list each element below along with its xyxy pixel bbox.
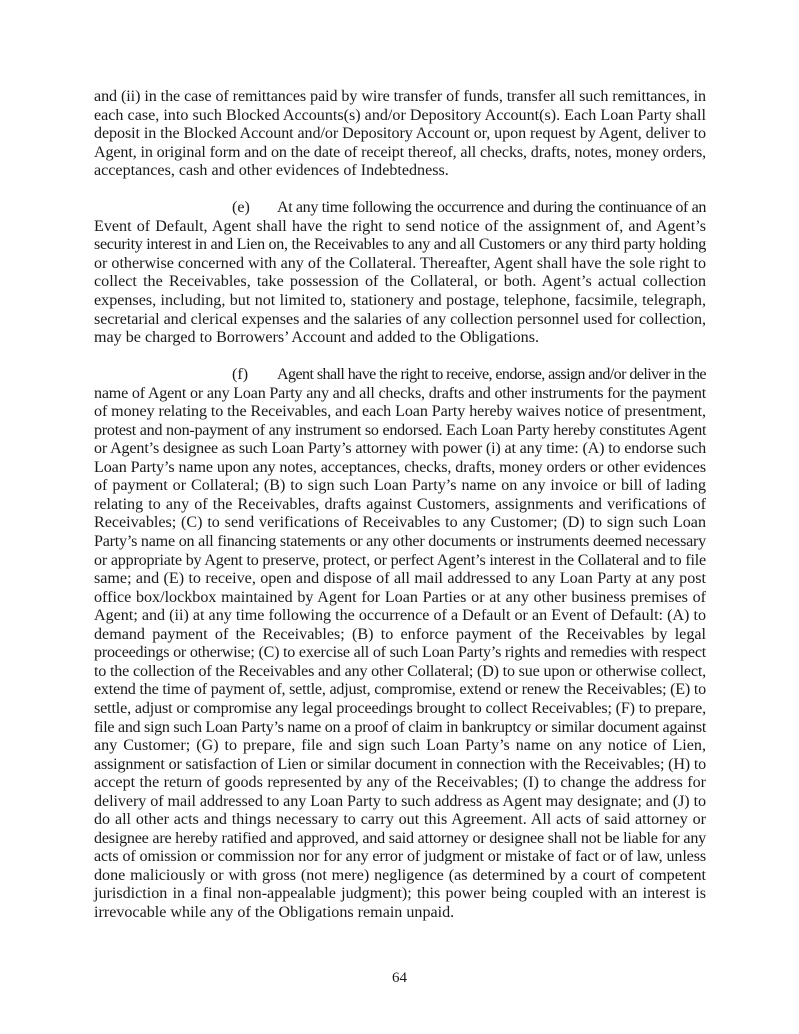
text-line	[94, 867, 706, 886]
line-text: same; and (E) to receive, open and dispose of all mail addressed to any Loan Party at any post	[94, 570, 706, 588]
line-text: protest and non-payment of any instrument so endorsed. Each Loan Party hereby constitutes Agent	[94, 421, 707, 439]
text-line	[94, 589, 706, 608]
text-line	[94, 774, 706, 793]
text-line	[94, 756, 706, 775]
paragraph-continuation	[94, 88, 706, 181]
text-line	[94, 681, 706, 700]
line-text: each case, into such Blocked Accounts(s) and/or Depository Account(s). Each Loan Party shall	[94, 106, 706, 124]
line-text: expenses, including, but not limited to, stationery and postage, telephone, facsimile, telegraph,	[94, 291, 706, 309]
paragraph-marker: (e)	[232, 199, 250, 217]
line-text: settle, adjust or compromise any legal proceedings brought to collect Receivables; (F) to prepare,	[94, 699, 706, 717]
text-line	[94, 144, 706, 163]
text-line	[94, 700, 706, 719]
text-line	[94, 440, 706, 459]
line-text: designee are hereby ratified and approved, and said attorney or designee shall not be liable for any	[94, 829, 706, 847]
text-line	[94, 385, 706, 404]
text-line	[94, 533, 706, 552]
text-line	[94, 403, 706, 422]
text-line	[94, 459, 706, 478]
line-text: accept the return of goods represented by any of the Receivables; (I) to change the address for	[94, 774, 706, 792]
text-line	[94, 719, 706, 738]
text-line	[94, 885, 706, 904]
line-text: irrevocable while any of the Obligations remain unpaid.	[94, 903, 455, 921]
text-line	[94, 329, 706, 348]
line-text: of money relating to the Receivables, and each Loan Party hereby waives notice of presentment,	[94, 403, 706, 421]
text-line	[94, 292, 706, 311]
line-text: acceptances, cash and other evidences of Indebtedness.	[94, 162, 449, 180]
text-line	[94, 496, 706, 515]
text-line	[94, 514, 706, 533]
text-line	[94, 904, 706, 923]
document-page	[94, 88, 706, 941]
line-text: do all other acts and things necessary to carry out this Agreement. All acts of said attorney or	[94, 811, 706, 829]
text-line	[94, 737, 706, 756]
line-text: Party’s name on all financing statements or any other documents or instruments deemed necessary	[94, 533, 706, 551]
line-text: done maliciously or with gross (not mere) negligence (as determined by a court of competent	[94, 866, 706, 884]
paragraph-marker: (f)	[232, 366, 249, 384]
line-text: to the collection of the Receivables and any other Collateral; (D) to sue upon or otherwise collect,	[94, 662, 706, 680]
line-text: Agent; and (ii) at any time following the occurrence of a Default or an Event of Default: (A) to	[94, 607, 706, 625]
line-text: or otherwise concerned with any of the Collateral. Thereafter, Agent shall have the sole right to	[94, 254, 706, 272]
paragraph-e	[94, 199, 706, 347]
text-line	[94, 644, 706, 663]
line-text: may be charged to Borrowers’ Account and added to the Obligations.	[94, 329, 539, 347]
text-line	[94, 552, 706, 571]
text-line	[94, 848, 706, 867]
line-text: Receivables; (C) to send verifications of Receivables to any Customer; (D) to sign such Loan	[94, 514, 706, 532]
text-line	[94, 626, 706, 645]
line-text: or Agent’s designee as such Loan Party’s attorney with power (i) at any time: (A) to endorse such	[94, 440, 706, 458]
line-text: or appropriate by Agent to preserve, protect, or perfect Agent’s interest in the Collateral and to file	[94, 551, 706, 569]
line-text: assignment or satisfaction of Lien or similar document in connection with the Receivables; (H) to	[94, 755, 706, 773]
text-line	[94, 199, 706, 218]
line-text: and (ii) in the case of remittances paid by wire transfer of funds, transfer all such remittances, in	[94, 88, 706, 105]
paragraph-f	[94, 366, 706, 922]
line-text: jurisdiction in a final non-appealable judgment); this power being coupled with an interest is	[94, 885, 706, 903]
line-text: security interest in and Lien on, the Receivables to any and all Customers or any third party holding	[94, 236, 706, 254]
line-text: At any time following the occurrence and during the continuance of an	[277, 199, 706, 217]
text-line	[94, 477, 706, 496]
text-line	[94, 422, 706, 441]
text-line	[94, 830, 706, 849]
text-line	[94, 162, 706, 181]
text-line	[94, 255, 706, 274]
line-text: secretarial and clerical expenses and the salaries of any collection personnel used for collection,	[94, 310, 706, 328]
line-text: name of Agent or any Loan Party any and all checks, drafts and other instruments for the payment	[94, 384, 706, 402]
page-number: 64	[392, 970, 407, 986]
text-line	[94, 366, 706, 385]
line-text: any Customer; (G) to prepare, file and sign such Loan Party’s name on any notice of Lien,	[94, 737, 706, 755]
line-text: collect the Receivables, take possession of the Collateral, or both. Agent’s actual collection	[94, 273, 706, 291]
line-text: acts of omission or commission nor for any error of judgment or mistake of fact or of law, unless	[94, 848, 706, 866]
line-text: deposit in the Blocked Account and/or Depository Account or, upon request by Agent, deliver to	[94, 125, 706, 143]
text-line	[94, 311, 706, 330]
text-line	[94, 607, 706, 626]
line-text: of payment or Collateral; (B) to sign such Loan Party’s name on any invoice or bill of lading	[94, 477, 706, 495]
line-text: Event of Default, Agent shall have the right to send notice of the assignment of, and Agent’s	[94, 217, 706, 235]
line-text: Agent, in original form and on the date of receipt thereof, all checks, drafts, notes, money orders,	[94, 143, 706, 161]
text-line	[94, 88, 706, 107]
text-line	[94, 273, 706, 292]
line-text: Agent shall have the right to receive, endorse, assign and/or deliver in the	[277, 366, 706, 384]
line-text: office box/lockbox maintained by Agent for Loan Parties or at any other business premises of	[94, 588, 706, 606]
line-text: extend the time of payment of, settle, adjust, compromise, extend or renew the Receivables; (E) to	[94, 681, 706, 699]
line-text: demand payment of the Receivables; (B) to enforce payment of the Receivables by legal	[94, 625, 706, 643]
text-line	[94, 236, 706, 255]
line-text: relating to any of the Receivables, drafts against Customers, assignments and verifications of	[94, 495, 706, 513]
text-line	[94, 663, 706, 682]
text-line	[94, 107, 706, 126]
text-line	[94, 793, 706, 812]
line-text: proceedings or otherwise; (C) to exercise all of such Loan Party’s rights and remedies with respect	[94, 644, 706, 662]
line-text: Loan Party’s name upon any notes, acceptances, checks, drafts, money orders or other evidences	[94, 458, 706, 476]
line-text: delivery of mail addressed to any Loan Party to such address as Agent may designate; and (J) to	[94, 792, 706, 810]
text-line	[94, 811, 706, 830]
text-line	[94, 125, 706, 144]
text-line	[94, 218, 706, 237]
text-line	[94, 570, 706, 589]
line-text: file and sign such Loan Party’s name on a proof of claim in bankruptcy or similar document against	[94, 718, 706, 736]
